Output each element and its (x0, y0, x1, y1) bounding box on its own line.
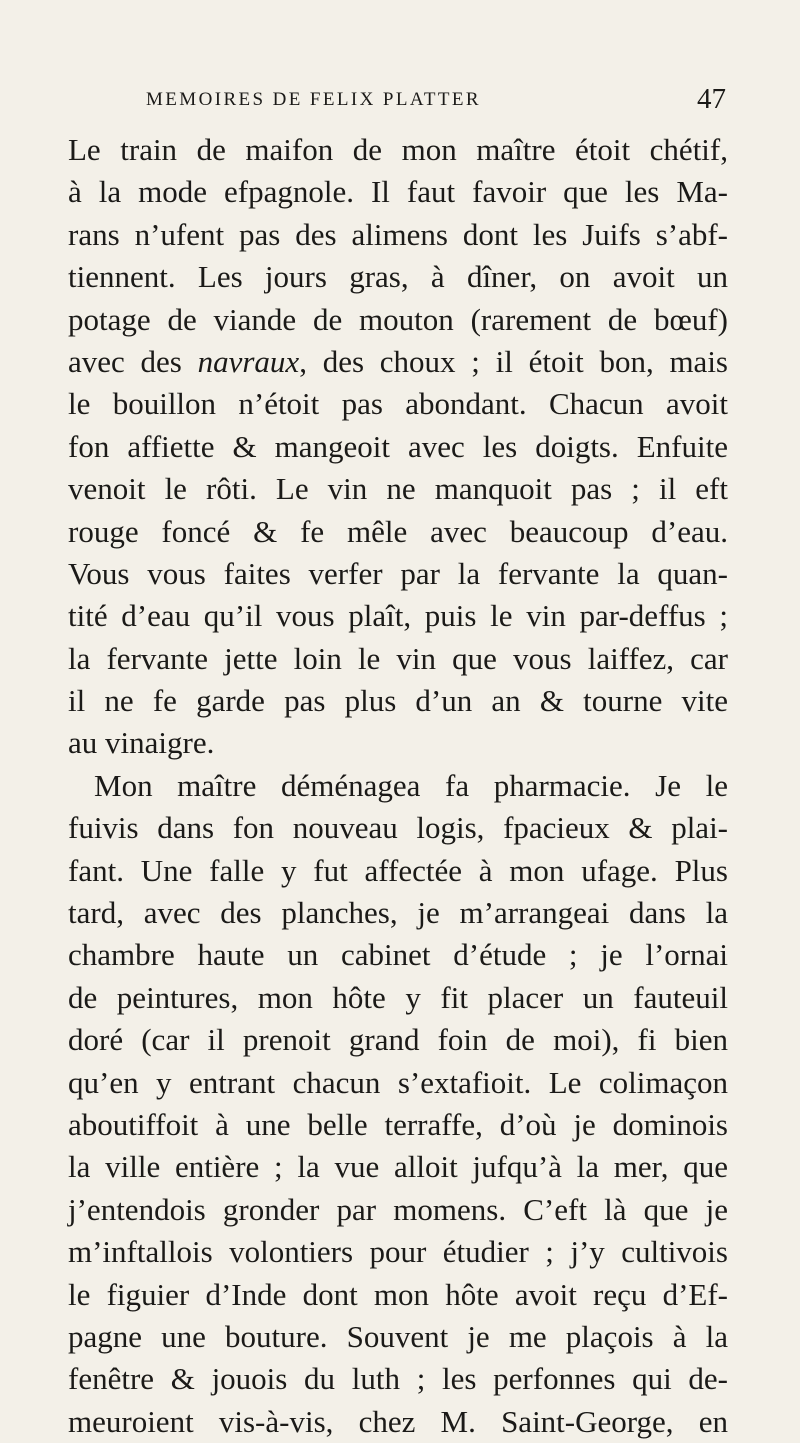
page-number: 47 (697, 83, 726, 115)
text-line: fenêtre & jouois du luth ; les perfonnes qui de- (68, 1361, 728, 1397)
text-line: tiennent. Les jours gras, à dîner, on avoit un (68, 259, 728, 295)
text-line: la ville entière ; la vue alloit jufqu’à la mer, que (68, 1149, 728, 1185)
text-line: pagne une bouture. Souvent je me plaçois à la (68, 1318, 728, 1354)
text-line: rans n’ufent pas des alimens dont les Juifs s’abf- (68, 216, 728, 252)
text-run: , des choux ; il étoit bon, mais (299, 343, 728, 379)
text-line: venoit le rôti. Le vin ne manquoit pas ; il eft (68, 471, 728, 507)
text-line: doré (car il prenoit grand foin de moi), fi bien (68, 1022, 728, 1058)
running-title: MEMOIRES DE FELIX PLATTER (146, 89, 481, 110)
text-line: la fervante jette loin le vin que vous laiffez, car (68, 640, 728, 676)
text-line: fuivis dans fon nouveau logis, fpacieux & plai- (68, 810, 728, 846)
text-line: rouge foncé & fe mêle avec beaucoup d’eau. (68, 513, 728, 549)
paragraph-start-line: Mon maître déménagea fa pharmacie. Je le (94, 767, 728, 803)
text-line: de peintures, mon hôte y fit placer un fauteuil (68, 979, 728, 1015)
text-line: j’entendois gronder par momens. C’eft là que je (68, 1191, 728, 1227)
text-line: au vinaigre. (68, 725, 215, 761)
text-line: tité d’eau qu’il vous plaît, puis le vin par-deffus ; (68, 598, 728, 634)
text-line-mixed (68, 341, 728, 383)
text-line: chambre haute un cabinet d’étude ; je l’ornai (68, 937, 728, 973)
running-head (146, 83, 726, 123)
text-line: Vous vous faites verfer par la fervante la quan- (68, 555, 728, 591)
text-line: le figuier d’Inde dont mon hôte avoit reçu d’Ef- (68, 1276, 728, 1312)
text-line: Le train de maifon de mon maître étoit chétif, (68, 132, 728, 167)
text-line: tard, avec des planches, je m’arrangeai dans la (68, 895, 728, 931)
text-line: m’inftallois volontiers pour étudier ; j’y cultivois (68, 1234, 728, 1270)
text-line: fant. Une falle y fut affectée à mon ufage. Plus (68, 852, 728, 888)
italic-word: navraux (197, 343, 300, 379)
text-line: aboutiffoit à une belle terraffe, d’où je dominois (68, 1106, 728, 1142)
text-line: à la mode efpagnole. Il faut favoir que les Ma- (68, 174, 728, 210)
text-line: fon affiette & mangeoit avec les doigts. Enfuite (68, 428, 728, 464)
text-line: meuroient vis-à-vis, chez M. Saint-George, en (68, 1403, 728, 1439)
text-line: il ne fe garde pas plus d’un an & tourne vite (68, 683, 728, 719)
text-line: potage de viande de mouton (rarement de bœuf) (68, 301, 728, 337)
body-text (68, 129, 728, 1443)
text-line: qu’en y entrant chacun s’extafioit. Le colimaçon (68, 1064, 728, 1100)
text-line: le bouillon n’étoit pas abondant. Chacun avoit (68, 386, 728, 422)
text-run: avec des (68, 343, 198, 379)
